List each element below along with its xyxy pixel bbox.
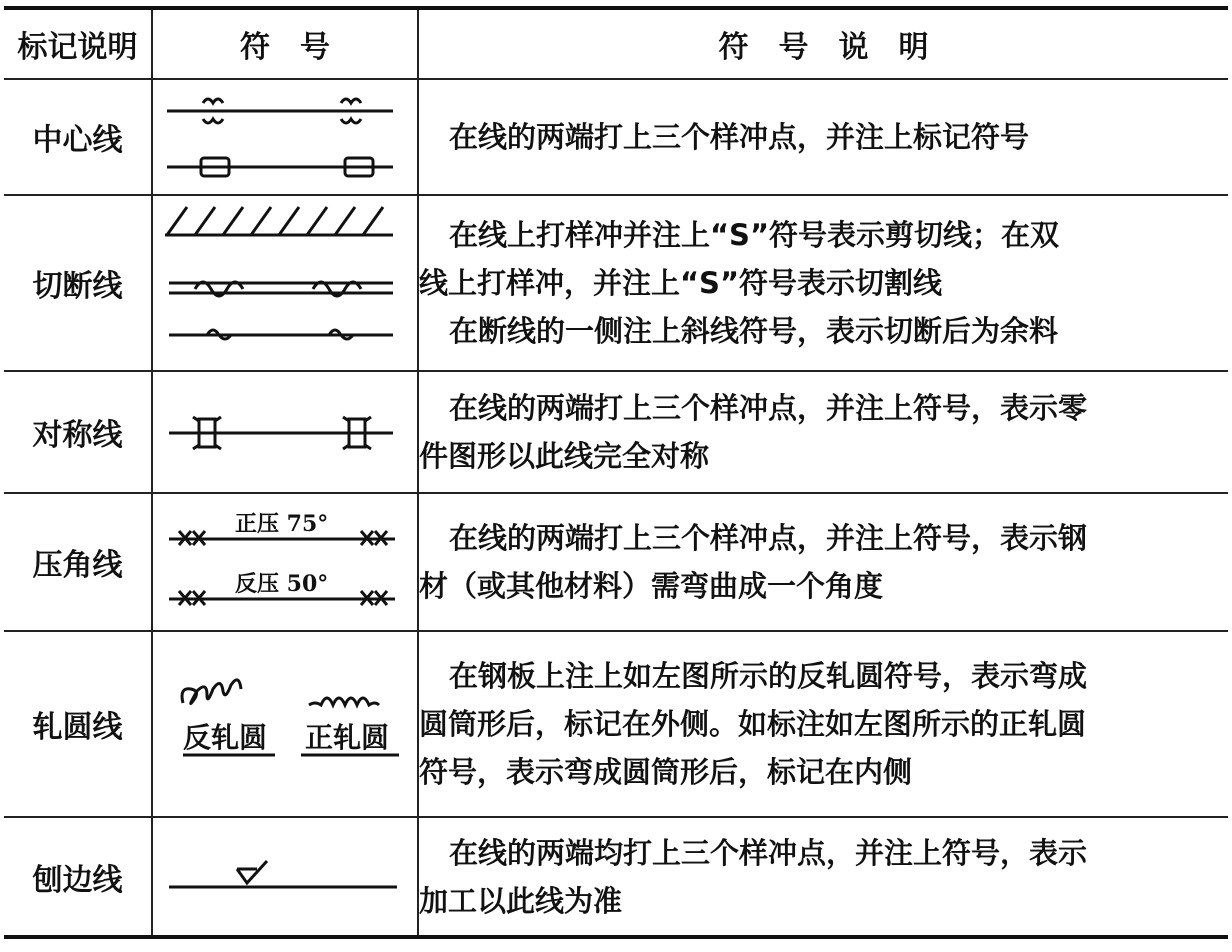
row-label: 切断线 [4, 195, 152, 371]
desc-line: 材（或其他材料）需弯曲成一个角度 [419, 569, 884, 603]
table-row [4, 371, 1228, 493]
bend-label-bottom: 反压 50° [235, 571, 329, 597]
desc-line: 在线的两端打上三个样冲点，并注上标记符号 [449, 120, 1030, 154]
row-label: 刨边线 [4, 817, 152, 937]
row-description [418, 817, 1228, 937]
row-description [418, 79, 1228, 195]
desc-line: 加工以此线为准 [419, 883, 623, 918]
desc-line: 在钢板上注上如左图所示的反轧圆符号，表示弯成 [449, 659, 1088, 693]
table-row [4, 195, 1228, 371]
row-label: 中心线 [4, 79, 152, 195]
desc-line: 在线的两端打上三个样冲点，并注上符号，表示零 [449, 391, 1088, 425]
row-label: 压角线 [4, 493, 152, 631]
desc-line: 在线的两端打上三个样冲点，并注上符号，表示钢 [449, 521, 1088, 555]
desc-line: 在断线的一侧注上斜线符号，表示切断后为余料 [449, 314, 1059, 348]
row-label: 轧圆线 [4, 631, 152, 817]
rolling-line-symbol [152, 631, 418, 817]
desc-line: 线上打样冲，并注上“S”符号表示切割线 [419, 266, 943, 300]
header-description: 符 号 说 明 [418, 8, 1228, 79]
header-row [4, 8, 1228, 79]
row-description [418, 493, 1228, 631]
row-description [418, 371, 1228, 493]
center-line-symbol [152, 79, 418, 195]
row-description [418, 195, 1228, 371]
table-row [4, 817, 1228, 937]
symbol-table [4, 6, 1228, 939]
table-row [4, 79, 1228, 195]
row-description [418, 631, 1228, 817]
table-row [4, 493, 1228, 631]
row-label: 对称线 [4, 371, 152, 493]
cut-line-symbol [152, 195, 418, 371]
symmetry-line-symbol [152, 371, 418, 493]
forward-roll-label: 正轧圆 [305, 721, 390, 754]
desc-line: 符号，表示弯成圆筒形后，标记在内侧 [419, 755, 913, 789]
desc-line: 圆筒形后，标记在外侧。如标注如左图所示的正轧圆 [419, 707, 1087, 741]
header-label: 标记说明 [4, 8, 152, 79]
header-symbol: 符 号 [152, 8, 418, 79]
desc-line: 件图形以此线完全对称 [419, 439, 710, 473]
bend-line-symbol [152, 493, 418, 631]
table-row [4, 631, 1228, 817]
desc-line: 在线上打样冲并注上“S”符号表示剪切线；在双 [449, 218, 1060, 252]
desc-line: 在线的两端均打上三个样冲点，并注上符号，表示 [449, 835, 1088, 870]
planing-line-symbol [152, 817, 418, 937]
bend-label-top: 正压 75° [235, 511, 329, 537]
reverse-roll-label: 反轧圆 [183, 721, 268, 754]
